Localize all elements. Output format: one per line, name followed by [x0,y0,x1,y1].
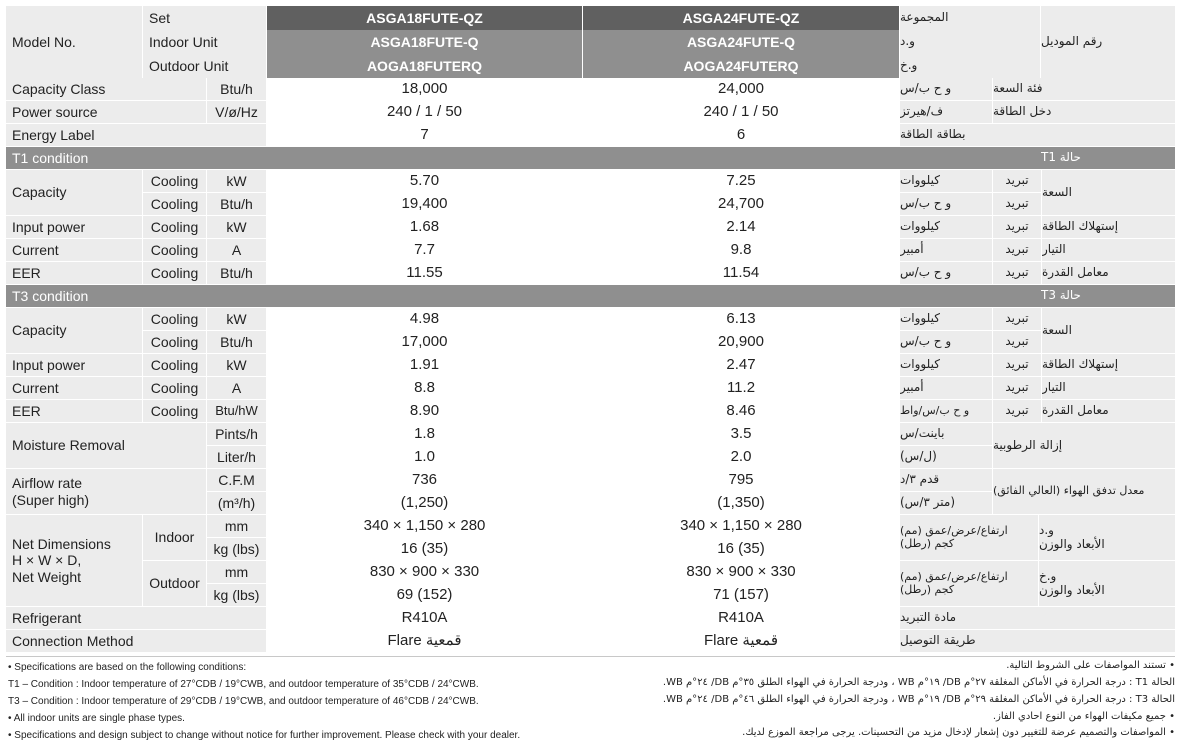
note-en-3: T3 – Condition : Indoor temperature of 29°CDB / 19°CWB, and outdoor temperature of 46°CDB / 24°CWB. [8,696,479,707]
t1-cap-kw-unit: kW [207,170,266,192]
t1-eer-ar-label: معامل القدرة [1042,262,1175,284]
t1-input-value-2: 2.14 [583,216,899,238]
t1-input-unit: kW [207,216,266,238]
dim-out-kg-unit: kg (lbs) [207,584,266,606]
ar-outdoor-label: و.خ [900,54,1040,78]
note-en-5: • Specifications and design subject to change without notice for further improvement. Please check with your dealer. [8,730,521,741]
t3-eer-value-2: 8.46 [583,400,899,422]
t1-cap-kw-ar-unit: كيلووات [900,170,992,192]
dim-in-ar-label [1039,515,1175,560]
energy-label-label: Energy Label [6,124,266,146]
t3-input-value-1: 1.91 [267,354,582,376]
set-label: Set [143,6,266,30]
t1-input-value-1: 1.68 [267,216,582,238]
t3-input-unit: kW [207,354,266,376]
power-source-value-2: 240 / 1 / 50 [583,101,899,123]
airflow-m3h-unit: (m³/h) [207,492,266,514]
t3-cap-kw-ar-unit: كيلووات [900,308,992,330]
t3-cap-btu-value-1: 17,000 [267,331,582,353]
note-ar-4: • جميع مكيفات الهواء من النوع احادي الفاز. [992,711,1175,722]
t3-input-mode: Cooling [143,354,206,376]
t3-current-value-1: 8.8 [267,377,582,399]
t3-cap-kw-mode: Cooling [143,308,206,330]
t3-current-label: Current [6,377,142,399]
moisture-liter-ar-unit: (ل/س) [900,446,992,468]
dimensions-label-line2: H × W × D, [12,552,82,569]
moisture-pints-value-1: 1.8 [267,423,582,445]
ar-set-label: المجموعة [900,6,1040,30]
moisture-pints-unit: Pints/h [207,423,266,445]
t3-cap-btu-value-2: 20,900 [583,331,899,353]
energy-label-value-2: 6 [583,124,899,146]
t1-cap-btu-unit: Btu/h [207,193,266,215]
dimensions-label-line3: Net Weight [12,568,81,585]
notes-divider [6,656,1175,657]
dim-out-ar-weight-unit: كجم (رطل) [900,582,955,596]
t1-current-mode: Cooling [143,239,206,261]
dimensions-label [6,515,142,606]
dim-in-kg-unit: kg (lbs) [207,538,266,560]
dim-out-ar-label-line2: الأبعاد والوزن [1039,582,1105,597]
t3-condition-header [6,285,1175,307]
t1-current-label: Current [6,239,142,261]
power-source-ar-label: دخل الطاقة [993,101,1175,123]
t1-current-unit: A [207,239,266,261]
dim-out-ar-units [900,561,1038,606]
t3-current-mode: Cooling [143,377,206,399]
dim-out-ar-label-line1: و.خ [1039,568,1057,583]
power-source-ar-unit: ف/هيرتز [900,101,992,123]
t1-cap-btu-ar-unit: و ح ب/س [900,193,992,215]
t3-cap-btu-mode: Cooling [143,331,206,353]
dim-in-kg-value-2: 16 (35) [583,538,899,560]
moisture-pints-ar-unit: باينت/س [900,423,992,445]
note-ar-5: • المواصفات والتصميم عرضة للتغيير دون إشعار لإدخال مزيد من التحسينات. يرجى مراجعة الموزع لديك. [742,727,1175,738]
t1-input-ar-mode: تبريد [993,216,1041,238]
dim-out-kg-value-1: 69 (152) [267,584,582,606]
connection-value-2: Flare قمعية [583,630,899,652]
t3-input-value-2: 2.47 [583,354,899,376]
dim-in-kg-value-1: 16 (35) [267,538,582,560]
t1-current-ar-unit: أمبير [900,239,992,261]
t1-eer-ar-mode: تبريد [993,262,1041,284]
airflow-label [6,469,206,514]
t1-title: T1 condition [12,149,89,166]
power-source-value-1: 240 / 1 / 50 [267,101,582,123]
dim-out-ar-dim-unit: ارتفاع/عرض/عمق (مم) [900,569,1008,583]
t3-cap-btu-ar-mode: تبريد [993,331,1041,353]
capacity-class-label: Capacity Class [6,78,206,100]
connection-label: Connection Method [6,630,266,652]
model2-outdoor: AOGA24FUTERQ [583,54,899,78]
dim-in-mm-value-2: 340 × 1,150 × 280 [583,515,899,537]
airflow-cfm-value-2: 795 [583,469,899,491]
t3-input-ar-label: إستهلاك الطاقة [1042,354,1175,376]
capacity-class-ar-label: فئة السعة [993,78,1175,100]
t1-current-ar-mode: تبريد [993,239,1041,261]
airflow-m3h-value-2: (1,350) [583,492,899,514]
t3-input-ar-mode: تبريد [993,354,1041,376]
power-source-unit: V/ø/Hz [207,101,266,123]
airflow-cfm-value-1: 736 [267,469,582,491]
moisture-liter-unit: Liter/h [207,446,266,468]
t3-eer-value-1: 8.90 [267,400,582,422]
dimensions-outdoor-label: Outdoor [143,561,206,606]
power-source-label: Power source [6,101,206,123]
t3-capacity-label: Capacity [6,308,142,353]
t3-input-ar-unit: كيلووات [900,354,992,376]
model2-indoor: ASGA24FUTE-Q [583,30,899,54]
t1-eer-value-2: 11.54 [583,262,899,284]
t1-eer-mode: Cooling [143,262,206,284]
model2-set: ASGA24FUTE-QZ [583,6,899,30]
refrigerant-ar-label: مادة التبريد [900,607,1175,629]
model1-set: ASGA18FUTE-QZ [267,6,582,30]
model1-indoor: ASGA18FUTE-Q [267,30,582,54]
moisture-label: Moisture Removal [6,423,206,468]
t3-capacity-ar-label: السعة [1042,308,1175,353]
moisture-pints-value-2: 3.5 [583,423,899,445]
dimensions-label-line1: Net Dimensions [12,536,111,553]
airflow-m3h-ar-unit: (متر ٣/س) [900,492,992,514]
note-en-1: • Specifications are based on the following conditions: [8,662,247,673]
t3-eer-label: EER [6,400,142,422]
t3-cap-btu-unit: Btu/h [207,331,266,353]
t1-cap-btu-ar-mode: تبريد [993,193,1041,215]
airflow-label-line2: (Super high) [12,491,90,508]
dim-out-mm-value-1: 830 × 900 × 330 [267,561,582,583]
dim-in-mm-unit: mm [207,515,266,537]
t1-current-value-2: 9.8 [583,239,899,261]
t1-input-ar-label: إستهلاك الطاقة [1042,216,1175,238]
capacity-class-unit: Btu/h [207,78,266,100]
capacity-class-ar-unit: و ح ب/س [900,78,992,100]
dim-in-mm-value-1: 340 × 1,150 × 280 [267,515,582,537]
moisture-ar-label: إزالة الرطوبية [993,423,1175,468]
airflow-cfm-ar-unit: قدم ٣/د [900,469,992,491]
capacity-class-value-1: 18,000 [267,78,582,100]
airflow-ar-label: معدل تدفق الهواء (العالي الفائق) [993,469,1175,514]
t1-eer-value-1: 11.55 [267,262,582,284]
t3-ar-title: حالة T3 [1041,288,1081,303]
t1-cap-kw-mode: Cooling [143,170,206,192]
t1-input-mode: Cooling [143,216,206,238]
dim-in-ar-units [900,515,1038,560]
t3-cap-kw-value-1: 4.98 [267,308,582,330]
t3-eer-ar-mode: تبريد [993,400,1041,422]
t1-cap-btu-mode: Cooling [143,193,206,215]
t1-input-ar-unit: كيلووات [900,216,992,238]
t1-capacity-label: Capacity [6,170,142,215]
airflow-cfm-unit: C.F.M [207,469,266,491]
dim-in-ar-label-line1: و.د [1039,522,1054,537]
t1-cap-btu-value-2: 24,700 [583,193,899,215]
t3-title: T3 condition [12,287,89,304]
note-ar-3: الحالة T3 : درجة الحرارة في الأماكن المغلقة ٢٩°م DB/ ١٩°م WB ، ودرجة الحرارة في الهواء الطلق ٤٦°م DB/ ٢٤°م WB. [662,694,1175,705]
moisture-liter-value-1: 1.0 [267,446,582,468]
dimensions-indoor-label: Indoor [143,515,206,560]
model1-outdoor: AOGA18FUTERQ [267,54,582,78]
t1-eer-label: EER [6,262,142,284]
t3-eer-ar-label: معامل القدرة [1042,400,1175,422]
t3-current-ar-unit: أمبير [900,377,992,399]
energy-label-ar-label: بطاقة الطاقة [900,124,1175,146]
t3-cap-kw-value-2: 6.13 [583,308,899,330]
t3-cap-kw-unit: kW [207,308,266,330]
refrigerant-label: Refrigerant [6,607,266,629]
outdoor-unit-label: Outdoor Unit [143,54,266,78]
t3-current-value-2: 11.2 [583,377,899,399]
refrigerant-value-1: R410A [267,607,582,629]
dim-out-mm-unit: mm [207,561,266,583]
t1-condition-header [6,147,1175,169]
t1-current-ar-label: التيار [1042,239,1175,261]
t3-current-unit: A [207,377,266,399]
t3-cap-btu-ar-unit: و ح ب/س [900,331,992,353]
note-ar-1: • تستند المواصفات على الشروط التالية. [1006,660,1175,671]
t3-eer-ar-unit: و ح ب/س/واط [900,400,992,422]
t1-eer-ar-unit: و ح ب/س [900,262,992,284]
dim-in-ar-dim-unit: ارتفاع/عرض/عمق (مم) [900,523,1008,537]
dim-out-ar-label [1039,561,1175,606]
note-en-4: • All indoor units are single phase types. [8,713,185,724]
t1-cap-btu-value-1: 19,400 [267,193,582,215]
t3-eer-unit: Btu/hW [207,400,266,422]
dim-out-kg-value-2: 71 (157) [583,584,899,606]
indoor-unit-label: Indoor Unit [143,30,266,54]
connection-value-1: Flare قمعية [267,630,582,652]
dim-in-ar-weight-unit: كجم (رطل) [900,536,955,550]
airflow-m3h-value-1: (1,250) [267,492,582,514]
capacity-class-value-2: 24,000 [583,78,899,100]
t1-cap-kw-value-2: 7.25 [583,170,899,192]
t1-capacity-ar-label: السعة [1042,170,1175,215]
refrigerant-value-2: R410A [583,607,899,629]
note-en-2: T1 – Condition : Indoor temperature of 27°CDB / 19°CWB, and outdoor temperature of 35°CDB / 24°CWB. [8,679,479,690]
t3-cap-kw-ar-mode: تبريد [993,308,1041,330]
t3-current-ar-mode: تبريد [993,377,1041,399]
t1-eer-unit: Btu/h [207,262,266,284]
note-ar-2: الحالة T1 : درجة الحرارة في الأماكن المغلقة ٢٧°م DB/ ١٩°م WB ، ودرجة الحرارة في الهواء الطلق ٣٥°م DB/ ٢٤°م WB. [662,677,1175,688]
dim-out-mm-value-2: 830 × 900 × 330 [583,561,899,583]
t1-input-label: Input power [6,216,142,238]
ar-indoor-label: و.د [900,30,1040,54]
energy-label-value-1: 7 [267,124,582,146]
t1-ar-title: حالة T1 [1041,150,1081,165]
model-no-label: Model No. [6,6,142,78]
airflow-label-line1: Airflow rate [12,475,83,492]
connection-ar-label: طريقة التوصيل [900,630,1175,652]
t1-cap-kw-ar-mode: تبريد [993,170,1041,192]
t3-current-ar-label: التيار [1042,377,1175,399]
t1-current-value-1: 7.7 [267,239,582,261]
ar-model-no-label: رقم الموديل [1041,6,1175,78]
dim-in-ar-label-line2: الأبعاد والوزن [1039,536,1105,551]
moisture-liter-value-2: 2.0 [583,446,899,468]
t3-eer-mode: Cooling [143,400,206,422]
t3-input-label: Input power [6,354,142,376]
t1-cap-kw-value-1: 5.70 [267,170,582,192]
